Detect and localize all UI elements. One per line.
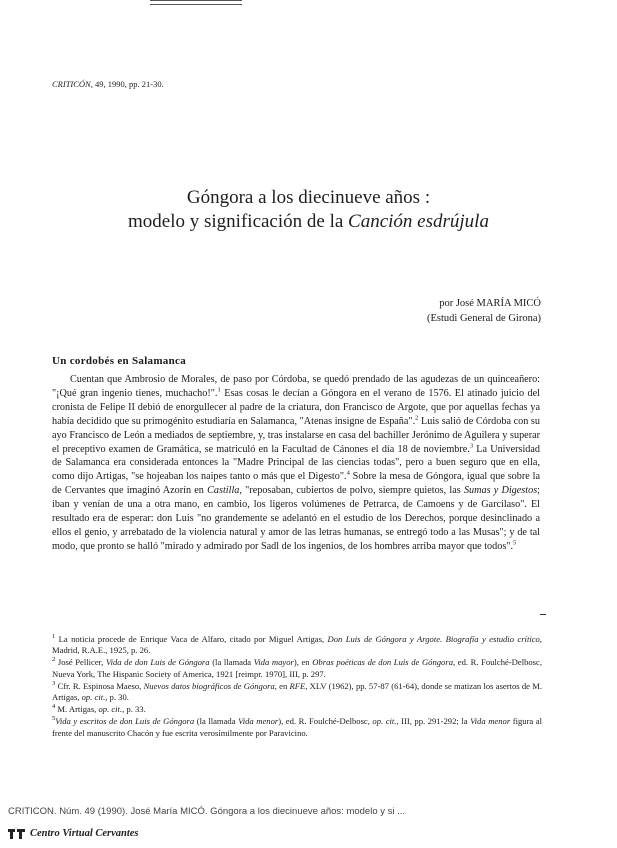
footnote-1 [52,634,542,656]
section-heading: Un cordobés en Salamanca [52,355,187,367]
footnote-italic: Don Luis de Góngora y Argote. Biografía y estudio crítico [327,634,540,644]
body-text-run: ; iban y venían de una a otra mano, en cambio, los ligeros volúmenes de Petrarca, de Camoens y de Garcilaso". El resultado era de esperar: don Luis "no grandemente se adelantó en el estudio de los Derechos, porque desinclinado a ellos el genio, y arrebatado de la violencia natural y amor de las letras humanas, se entregó todo a las Musas"; y de tal modo, que pronto se halló "mirado y admirado por Sadl de los ingenios, de los hombres arriba mayor que todos". [52,485,540,552]
body-text-run: Luis salió de Córdoba con su ayo Francisco de León a mediados de septiembre, y, tras instalarse en casa del bachiller Jerónimo de Aguilera y superar el preceptivo examen de Gramática, se matriculó en la Facultad de Cánones el día 18 de noviembre. [52,415,540,455]
footnote-italic: op. cit. [372,716,397,727]
footnote-ref-1[interactable]: 1 [217,386,221,394]
footnote-text: , p. 33. [122,704,146,715]
body-italic-run: Sumas y Digestos [463,485,538,497]
footnote-number: 2 [52,656,56,664]
body-paragraph [52,373,540,554]
footnotes [52,634,542,740]
footnote-text: Cfr. R. Espinosa Maeso, [55,680,144,691]
body-text-run: Sobre la mesa de Góngora, igual que sobre la de Cervantes que imaginó Azorín en [52,471,540,497]
body-text-run: La Universidad de Salamanca era considerada entonces la "Madre Principal de las ciencias todas", pero a buen seguro que en ella, como dijo Artigas, "se hojeaban los naipes tanto o más que el Digesto". [52,443,541,483]
footnote-text: (la llamada [194,716,239,727]
footnote-4 [52,704,542,715]
author-block [427,296,541,326]
journal-name: CRITICÓN [52,79,91,89]
journal-issue: 49, 1990, pp. 21-30. [94,79,164,89]
footnote-italic: Vida mayor [253,657,294,668]
title-line-1: Góngora a los diecinueve años : [186,187,431,208]
footnote-italic: Obras poéticas de don Luis de Góngora [312,657,453,668]
footnote-italic: RFE [289,680,306,691]
top-rule [150,0,242,5]
footnote-number: 4 [52,703,56,711]
cvc-brand[interactable] [8,826,139,840]
title-line-2 [0,210,617,234]
footnote-text: ), en [293,657,313,668]
journal-reference: CRITICÓN, 49, 1990, pp. 21-30. [52,79,164,89]
cvc-brand-text: Centro Virtual Cervantes [30,827,139,839]
footnote-text: , ed. R. Foulché-Delbosc, Nueva York, The Hispanic Society of America, 1921 [reimpr. 1970], III, p. 297. [52,657,542,679]
footnote-ref-2[interactable]: 2 [415,414,419,422]
footnote-3 [52,681,542,703]
footnote-italic: Vida menor [470,716,511,727]
footnote-text: José Pellicer, [55,657,106,668]
footnote-italic: Nuevos datos biográficos de Góngora [143,680,275,691]
title-line-2-text: modelo y significación de la [128,211,349,232]
cvc-logo-icon [8,828,26,839]
footnote-5 [52,716,542,738]
footnote-text: figura al frente del manuscrito Chacón y fue escrita verosímilmente por Paravicino. [52,716,542,738]
footnote-italic: Vida de don Luis de Góngora [105,657,210,668]
footnote-italic: Vida menor [238,716,279,727]
footnote-text: , III, pp. 291-292; la [396,716,471,727]
footnote-number: 5 [52,715,56,723]
footnote-number: 3 [52,679,56,687]
body-text-run: , "reposaban, cubiertos de polvo, siempre quietos, las [239,485,464,497]
footer-citation[interactable]: CRITICON. Núm. 49 (1990). José María MICÓ. Góngora a los diecinueve años: modelo y si ... [8,806,406,817]
footnote-text: ), ed. R. Foulché-Delbosc, [278,716,373,727]
footnote-text: , en [274,680,290,691]
footnote-ref-4[interactable]: 4 [346,469,350,477]
body-text-run: Cuentan que Ambrosio de Morales, de paso por Córdoba, se quedó prendado de las agudezas de un quinceañero: "¡Qué gran ingenio tienes, muchacho!". [52,374,540,399]
footnote-text: , Madrid, R.A.E., 1925, p. 26. [52,634,542,656]
author-affiliation: (Estudi General de Girona) [427,313,541,324]
footnote-italic: Vida y escritos de don Luis de Góngora [55,716,195,727]
footnote-number: 1 [52,633,56,641]
footnote-text: , p. 30. [105,692,129,703]
footnote-text: La noticia procede de Enrique Vaca de Alfaro, citado por Miguel Artigas, [55,634,328,644]
body-text-run: Esas cosas le decían a Góngora en el verano de 1576. El atinado juicio del cronista de Felipe II debió de enorgullecer al padre de la criatura, don Francisco de Argote, que por aquellas fechas ya había decidido que su primogénito estudiaría en Salamanca, "Atenas insigne de España". [52,387,540,427]
body-italic-run: Castilla [207,485,240,497]
footnote-text: , XLV (1962), pp. 57-87 (61-64), donde se matizan los asertos de M. Artigas, [52,680,543,703]
footnote-2 [52,657,542,679]
footnote-ref-5[interactable]: 5 [513,539,517,547]
title-line-2-italic: Canción esdrújula [348,211,489,232]
footnote-ref-3[interactable]: 3 [469,442,474,450]
author-name: por José MARÍA MICÓ [439,298,541,309]
footnote-italic: op. cit. [98,704,123,715]
footnote-text: (la llamada [209,657,254,668]
article-title [0,186,617,234]
footnote-text: M. Artigas, [55,704,99,715]
footnote-italic: op. cit. [81,692,106,703]
margin-mark [540,614,546,615]
